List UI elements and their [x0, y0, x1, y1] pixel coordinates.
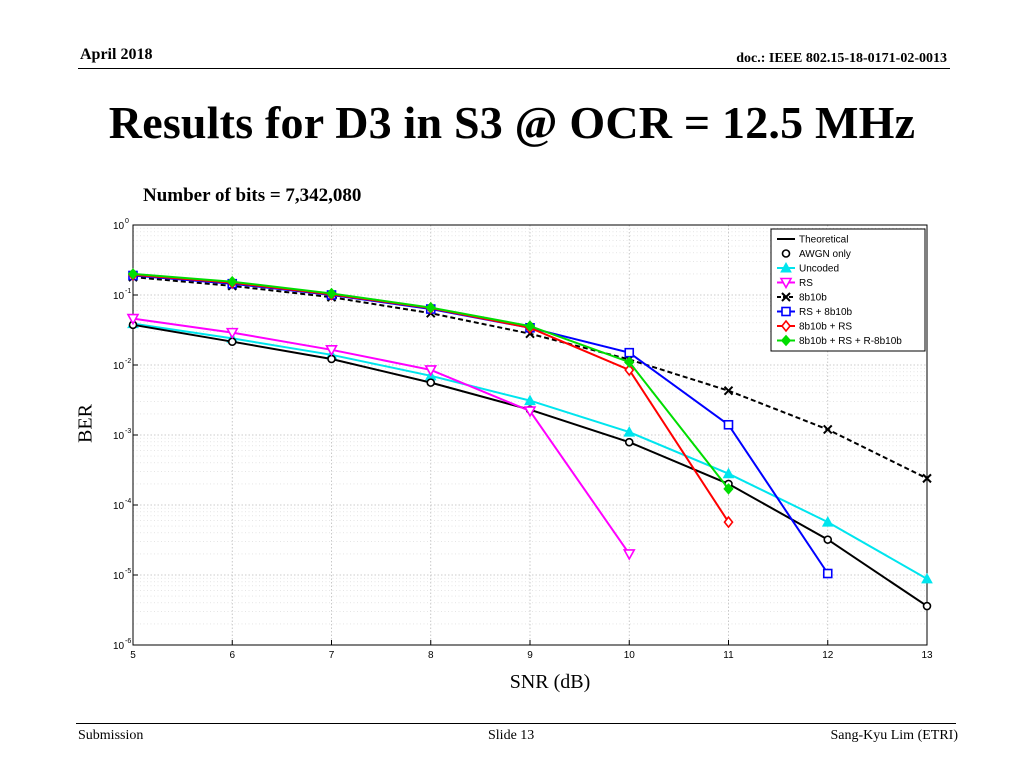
- legend-label: 8b10b + RS + R-8b10b: [799, 336, 902, 347]
- x-tick-label: 11: [723, 650, 734, 661]
- y-tick-exponent: -1: [125, 288, 132, 295]
- x-tick-label: 8: [427, 650, 434, 661]
- x-axis-label: SNR (dB): [509, 671, 591, 693]
- data-point: [427, 379, 434, 386]
- footer-slide-number: Slide 13: [488, 728, 535, 743]
- slide-title: Results for D3 in S3 @ OCR = 12.5 MHz: [108, 97, 916, 148]
- footer-submission: Submission: [78, 728, 144, 743]
- y-tick-label: 10: [113, 431, 125, 442]
- y-tick-exponent: -4: [125, 498, 132, 505]
- x-tick-label: 5: [130, 650, 136, 661]
- legend-label: AWGN only: [799, 249, 851, 260]
- legend-marker: [783, 250, 790, 257]
- legend-marker: [782, 308, 790, 316]
- x-tick-label: 10: [623, 650, 635, 661]
- data-point: [725, 421, 733, 429]
- y-tick-label: 10: [113, 361, 125, 372]
- data-point: [625, 349, 633, 357]
- x-tick-label: 12: [822, 650, 834, 661]
- legend-box: [771, 229, 925, 351]
- legend-label: Uncoded: [799, 263, 840, 275]
- legend-label: 8b10b: [799, 292, 827, 304]
- y-tick-exponent: 0: [125, 218, 129, 225]
- footer-author: Sang-Kyu Lim (ETRI): [830, 728, 958, 743]
- header-doc-id: doc.: IEEE 802.15-18-0171-02-0013: [736, 51, 947, 66]
- x-tick-label: 13: [921, 650, 933, 661]
- legend-label: RS + 8b10b: [799, 307, 853, 318]
- data-point: [824, 570, 832, 578]
- y-tick-exponent: -6: [125, 638, 132, 645]
- chart-subtitle: Number of bits = 7,342,080: [143, 185, 362, 206]
- data-point: [924, 603, 931, 610]
- x-tick-label: 9: [527, 650, 533, 661]
- y-tick-exponent: -2: [125, 358, 132, 365]
- legend-label: 8b10b + RS: [799, 321, 853, 333]
- data-point: [824, 536, 831, 543]
- legend-label: Theoretical: [799, 234, 849, 246]
- y-tick-label: 10: [113, 501, 125, 512]
- legend: [771, 229, 925, 351]
- y-tick-label: 10: [113, 291, 125, 302]
- y-tick-label: 10: [113, 571, 125, 582]
- footer-rule: [76, 723, 956, 724]
- legend-label: RS: [799, 278, 813, 289]
- data-point: [328, 355, 335, 362]
- y-tick-label: 10: [113, 221, 125, 232]
- y-tick-exponent: -5: [125, 568, 132, 575]
- y-axis-label: BER: [74, 404, 97, 443]
- y-tick-label: 10: [113, 641, 125, 652]
- header-date: April 2018: [80, 46, 153, 63]
- x-tick-label: 6: [229, 650, 236, 661]
- y-tick-exponent: -3: [125, 428, 132, 435]
- data-point: [626, 439, 633, 446]
- x-tick-label: 7: [328, 650, 335, 661]
